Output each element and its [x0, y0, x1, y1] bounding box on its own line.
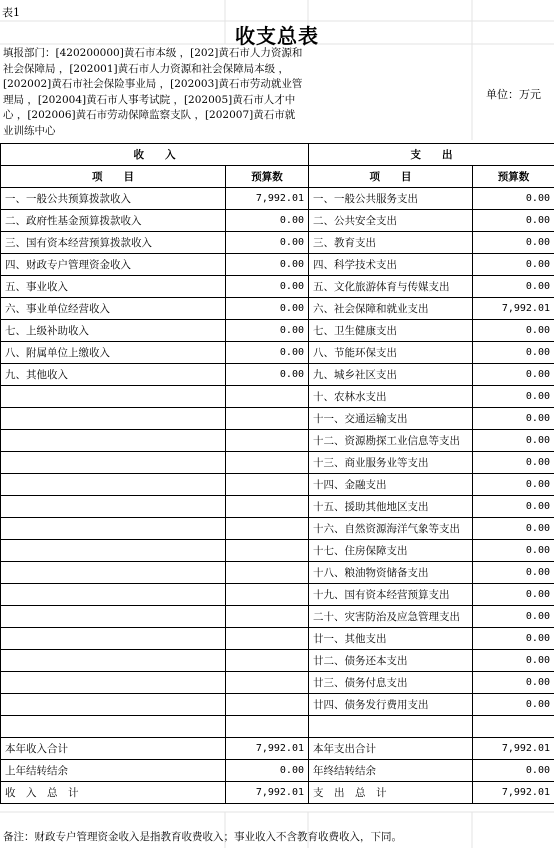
ex-name-cell: 六、社会保障和就业支出	[309, 298, 473, 320]
in-value-cell: 0.00	[226, 276, 309, 298]
table-row	[1, 232, 554, 254]
total-income-label: 收 入 总 计	[1, 782, 226, 804]
ex-value-cell: 0.00	[473, 628, 554, 650]
ex-name-cell: 廿四、债务发行费用支出	[309, 694, 473, 716]
total-expense-label: 支 出 总 计	[309, 782, 473, 804]
in-value-cell	[226, 650, 309, 672]
ex-value-cell: 0.00	[473, 232, 554, 254]
in-value-cell: 0.00	[226, 254, 309, 276]
table-row	[1, 628, 554, 650]
total-expense-value: 7,992.01	[473, 782, 554, 804]
income-budget-header: 预算数	[226, 166, 309, 188]
in-value-cell: 0.00	[226, 298, 309, 320]
table-row	[1, 254, 554, 276]
in-value-cell	[226, 408, 309, 430]
in-value-cell	[226, 452, 309, 474]
in-value-cell: 0.00	[226, 342, 309, 364]
in-name-cell	[1, 452, 226, 474]
ex-value-cell: 0.00	[473, 650, 554, 672]
ex-value-cell: 0.00	[473, 210, 554, 232]
ex-value-cell: 0.00	[473, 540, 554, 562]
ex-name-cell: 廿二、债务还本支出	[309, 650, 473, 672]
in-name-cell	[1, 518, 226, 540]
in-name-cell	[1, 408, 226, 430]
in-name-cell: 五、事业收入	[1, 276, 226, 298]
in-name-cell	[1, 694, 226, 716]
ex-name-cell: 一、一般公共服务支出	[309, 188, 473, 210]
table-row	[1, 672, 554, 694]
ex-name-cell: 七、卫生健康支出	[309, 320, 473, 342]
ex-name-cell: 十三、商业服务业等支出	[309, 452, 473, 474]
table-row	[1, 738, 554, 760]
in-value-cell	[226, 628, 309, 650]
table-row	[1, 562, 554, 584]
in-value-cell: 0.00	[226, 320, 309, 342]
ex-name-cell: 三、教育支出	[309, 232, 473, 254]
in-value-cell	[226, 694, 309, 716]
ex-name-cell: 本年支出合计	[309, 738, 473, 760]
in-name-cell	[1, 474, 226, 496]
table-row	[1, 430, 554, 452]
ex-value-cell: 0.00	[473, 496, 554, 518]
table-row	[1, 452, 554, 474]
in-value-cell	[226, 518, 309, 540]
filler-department: 填报部门：[420200000]黄石市本级 ，[202]黄石市人力资源和社会保障局 ，[202001]黄石市人力资源和社会保障局本级 ，[202002]黄石市社会保险事业局 ，[202003]黄石市劳动就业管理局 ，[202004]黄石市人事考试院 ，[202005]黄石市人才中心 ，[202006]黄石市劳动保障监察支队 ，[202007]黄石市就业训练中心	[3, 47, 303, 137]
in-value-cell	[226, 716, 309, 738]
ex-name-cell: 十七、住房保障支出	[309, 540, 473, 562]
table-row	[1, 474, 554, 496]
in-name-cell	[1, 650, 226, 672]
ex-name-cell: 廿一、其他支出	[309, 628, 473, 650]
ex-value-cell: 0.00	[473, 474, 554, 496]
ex-name-cell: 二、公共安全支出	[309, 210, 473, 232]
ex-name-cell: 十、农林水支出	[309, 386, 473, 408]
in-value-cell	[226, 606, 309, 628]
table-row	[1, 694, 554, 716]
in-name-cell: 本年收入合计	[1, 738, 226, 760]
ex-value-cell: 0.00	[473, 408, 554, 430]
ex-name-cell: 九、城乡社区支出	[309, 364, 473, 386]
ex-name-cell: 十九、国有资本经营预算支出	[309, 584, 473, 606]
in-value-cell: 7,992.01	[226, 738, 309, 760]
ex-value-cell: 0.00	[473, 364, 554, 386]
table-row	[1, 760, 554, 782]
ex-value-cell: 0.00	[473, 342, 554, 364]
in-value-cell	[226, 672, 309, 694]
income-section-header: 收 入	[1, 144, 309, 166]
ex-name-cell: 五、文化旅游体育与传媒支出	[309, 276, 473, 298]
budget-summary-table	[0, 143, 554, 804]
table-row	[1, 364, 554, 386]
ex-name-cell: 十一、交通运输支出	[309, 408, 473, 430]
expense-budget-header: 预算数	[473, 166, 554, 188]
table-row	[1, 298, 554, 320]
table-row	[1, 584, 554, 606]
in-name-cell	[1, 430, 226, 452]
sheet-label: 表1	[2, 6, 20, 19]
in-value-cell	[226, 474, 309, 496]
ex-value-cell: 0.00	[473, 254, 554, 276]
in-value-cell: 0.00	[226, 364, 309, 386]
in-name-cell	[1, 540, 226, 562]
table-row	[1, 496, 554, 518]
table-row	[1, 276, 554, 298]
in-name-cell: 上年结转结余	[1, 760, 226, 782]
in-value-cell	[226, 430, 309, 452]
in-value-cell: 0.00	[226, 760, 309, 782]
ex-value-cell: 0.00	[473, 386, 554, 408]
in-name-cell	[1, 562, 226, 584]
ex-name-cell: 廿三、债务付息支出	[309, 672, 473, 694]
in-name-cell: 八、附属单位上缴收入	[1, 342, 226, 364]
table-row	[1, 342, 554, 364]
ex-value-cell: 0.00	[473, 320, 554, 342]
in-name-cell: 六、事业单位经营收入	[1, 298, 226, 320]
ex-name-cell: 十六、自然资源海洋气象等支出	[309, 518, 473, 540]
in-name-cell	[1, 606, 226, 628]
table-row	[1, 716, 554, 738]
in-name-cell: 四、财政专户管理资金收入	[1, 254, 226, 276]
in-name-cell: 三、国有资本经营预算拨款收入	[1, 232, 226, 254]
ex-name-cell: 年终结转结余	[309, 760, 473, 782]
ex-value-cell: 0.00	[473, 430, 554, 452]
in-value-cell	[226, 584, 309, 606]
header-row-sections	[1, 144, 554, 166]
ex-value-cell: 0.00	[473, 188, 554, 210]
footnote: 备注：财政专户管理资金收入是指教育收费收入；事业收入不含教育收费收入，下同。	[3, 831, 402, 843]
in-value-cell	[226, 386, 309, 408]
total-row	[1, 782, 554, 804]
table-row	[1, 320, 554, 342]
in-name-cell	[1, 628, 226, 650]
ex-value-cell: 0.00	[473, 672, 554, 694]
table-row	[1, 540, 554, 562]
in-value-cell	[226, 562, 309, 584]
page-title: 收支总表	[235, 24, 319, 48]
in-name-cell	[1, 672, 226, 694]
in-name-cell	[1, 584, 226, 606]
in-name-cell: 九、其他收入	[1, 364, 226, 386]
ex-name-cell: 二十、灾害防治及应急管理支出	[309, 606, 473, 628]
in-value-cell: 0.00	[226, 232, 309, 254]
ex-value-cell: 0.00	[473, 584, 554, 606]
in-value-cell: 0.00	[226, 210, 309, 232]
ex-name-cell: 十八、粮油物资储备支出	[309, 562, 473, 584]
ex-value-cell: 0.00	[473, 562, 554, 584]
table-row	[1, 188, 554, 210]
in-name-cell: 七、上级补助收入	[1, 320, 226, 342]
table-row	[1, 650, 554, 672]
ex-value-cell: 0.00	[473, 452, 554, 474]
ex-value-cell: 7,992.01	[473, 738, 554, 760]
table-row	[1, 518, 554, 540]
ex-value-cell	[473, 716, 554, 738]
ex-name-cell: 十四、金融支出	[309, 474, 473, 496]
in-name-cell	[1, 496, 226, 518]
table-row	[1, 606, 554, 628]
income-item-header: 项 目	[1, 166, 226, 188]
in-value-cell	[226, 540, 309, 562]
ex-name-cell: 八、节能环保支出	[309, 342, 473, 364]
in-name-cell: 二、政府性基金预算拨款收入	[1, 210, 226, 232]
ex-value-cell: 0.00	[473, 606, 554, 628]
expense-section-header: 支 出	[309, 144, 554, 166]
header-row-columns	[1, 166, 554, 188]
ex-name-cell: 四、科学技术支出	[309, 254, 473, 276]
in-name-cell	[1, 386, 226, 408]
ex-value-cell: 0.00	[473, 760, 554, 782]
table-row	[1, 210, 554, 232]
in-name-cell	[1, 716, 226, 738]
ex-name-cell	[309, 716, 473, 738]
table-row	[1, 386, 554, 408]
in-value-cell: 7,992.01	[226, 188, 309, 210]
total-income-value: 7,992.01	[226, 782, 309, 804]
ex-value-cell: 0.00	[473, 694, 554, 716]
ex-name-cell: 十二、资源勘探工业信息等支出	[309, 430, 473, 452]
in-value-cell	[226, 496, 309, 518]
ex-value-cell: 0.00	[473, 518, 554, 540]
unit-label: 单位：万元	[486, 88, 541, 101]
expense-item-header: 项 目	[309, 166, 473, 188]
table-row	[1, 408, 554, 430]
ex-value-cell: 7,992.01	[473, 298, 554, 320]
in-name-cell: 一、一般公共预算拨款收入	[1, 188, 226, 210]
ex-value-cell: 0.00	[473, 276, 554, 298]
ex-name-cell: 十五、援助其他地区支出	[309, 496, 473, 518]
